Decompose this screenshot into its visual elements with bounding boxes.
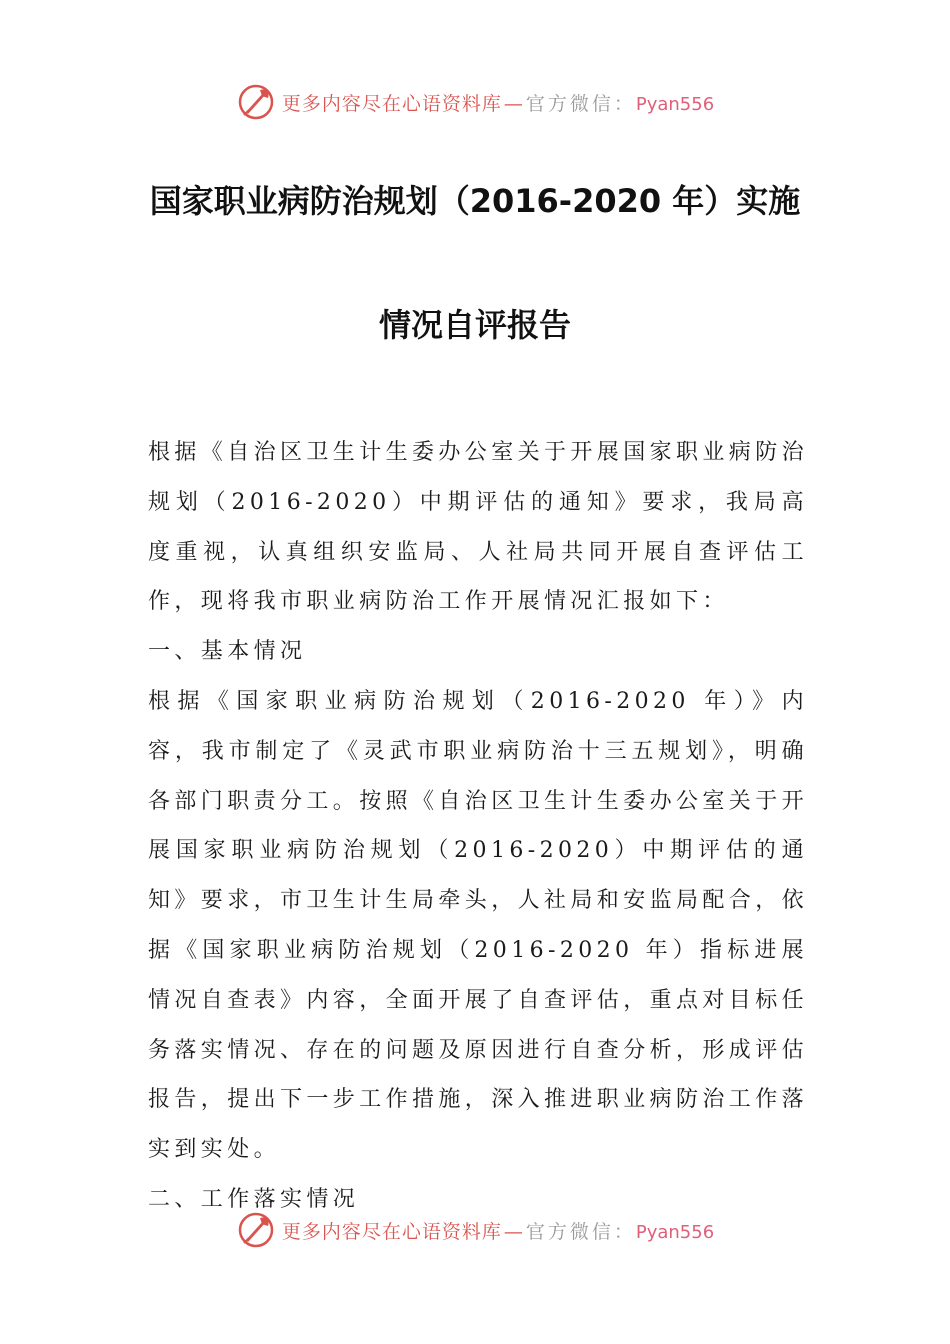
document-title-line-2: 情况自评报告 xyxy=(378,306,571,344)
watermark-dash: — xyxy=(503,92,524,115)
section-heading-basic: 一、基本情况 xyxy=(148,639,307,665)
footer-watermark xyxy=(0,1208,950,1252)
document-title-line-1: 国家职业病防治规划（2016-2020 年）实施 xyxy=(149,182,801,220)
basic-situation-paragraph: 根据《国家职业病防治规划（2016-2020 年）》内容，我市制定了《灵武市职业病防治十三五规划》，明确各部门职责分工。按照《自治区卫生计生委办公室关于开展国家职业病防治规划（2016-2020）中期评估的通知》要求，市卫生计生局牵头，人社局和安监局配合，依据《国家职业病防治规划（2016-2020 年）指标进展情况自查表》内容，全面开展了自查评估，重点对目标任务落实情况、存在的问题及原因进行自查分析，形成评估报告，提出下一步工作措施，深入推进职业病防治工作落实到实处。 xyxy=(148,688,809,1163)
watermark-text xyxy=(282,1217,714,1244)
feather-pen-logo-icon xyxy=(236,1210,276,1250)
feather-pen-logo-icon xyxy=(236,82,276,122)
watermark-main-text: 更多内容尽在心语资料库 xyxy=(281,92,502,115)
watermark-wechat-id: Pyan556 xyxy=(635,93,715,115)
header-watermark xyxy=(0,80,950,124)
watermark-text xyxy=(282,89,714,116)
watermark-wechat-label: 官方微信： xyxy=(525,92,636,115)
watermark-wechat-id: Pyan556 xyxy=(635,1221,715,1243)
document-body xyxy=(148,428,808,1225)
watermark-wechat-label: 官方微信： xyxy=(525,1220,636,1243)
intro-paragraph: 根据《自治区卫生计生委办公室关于开展国家职业病防治规划（2016-2020）中期评估的通知》要求，我局高度重视，认真组织安监局、人社局共同开展自查评估工作，现将我市职业病防治工作开展情况汇报如下： xyxy=(148,440,809,615)
section-heading-implementation: 二、工作落实情况 xyxy=(148,1186,360,1212)
watermark-dash: — xyxy=(503,1220,524,1243)
watermark-main-text: 更多内容尽在心语资料库 xyxy=(281,1220,502,1243)
